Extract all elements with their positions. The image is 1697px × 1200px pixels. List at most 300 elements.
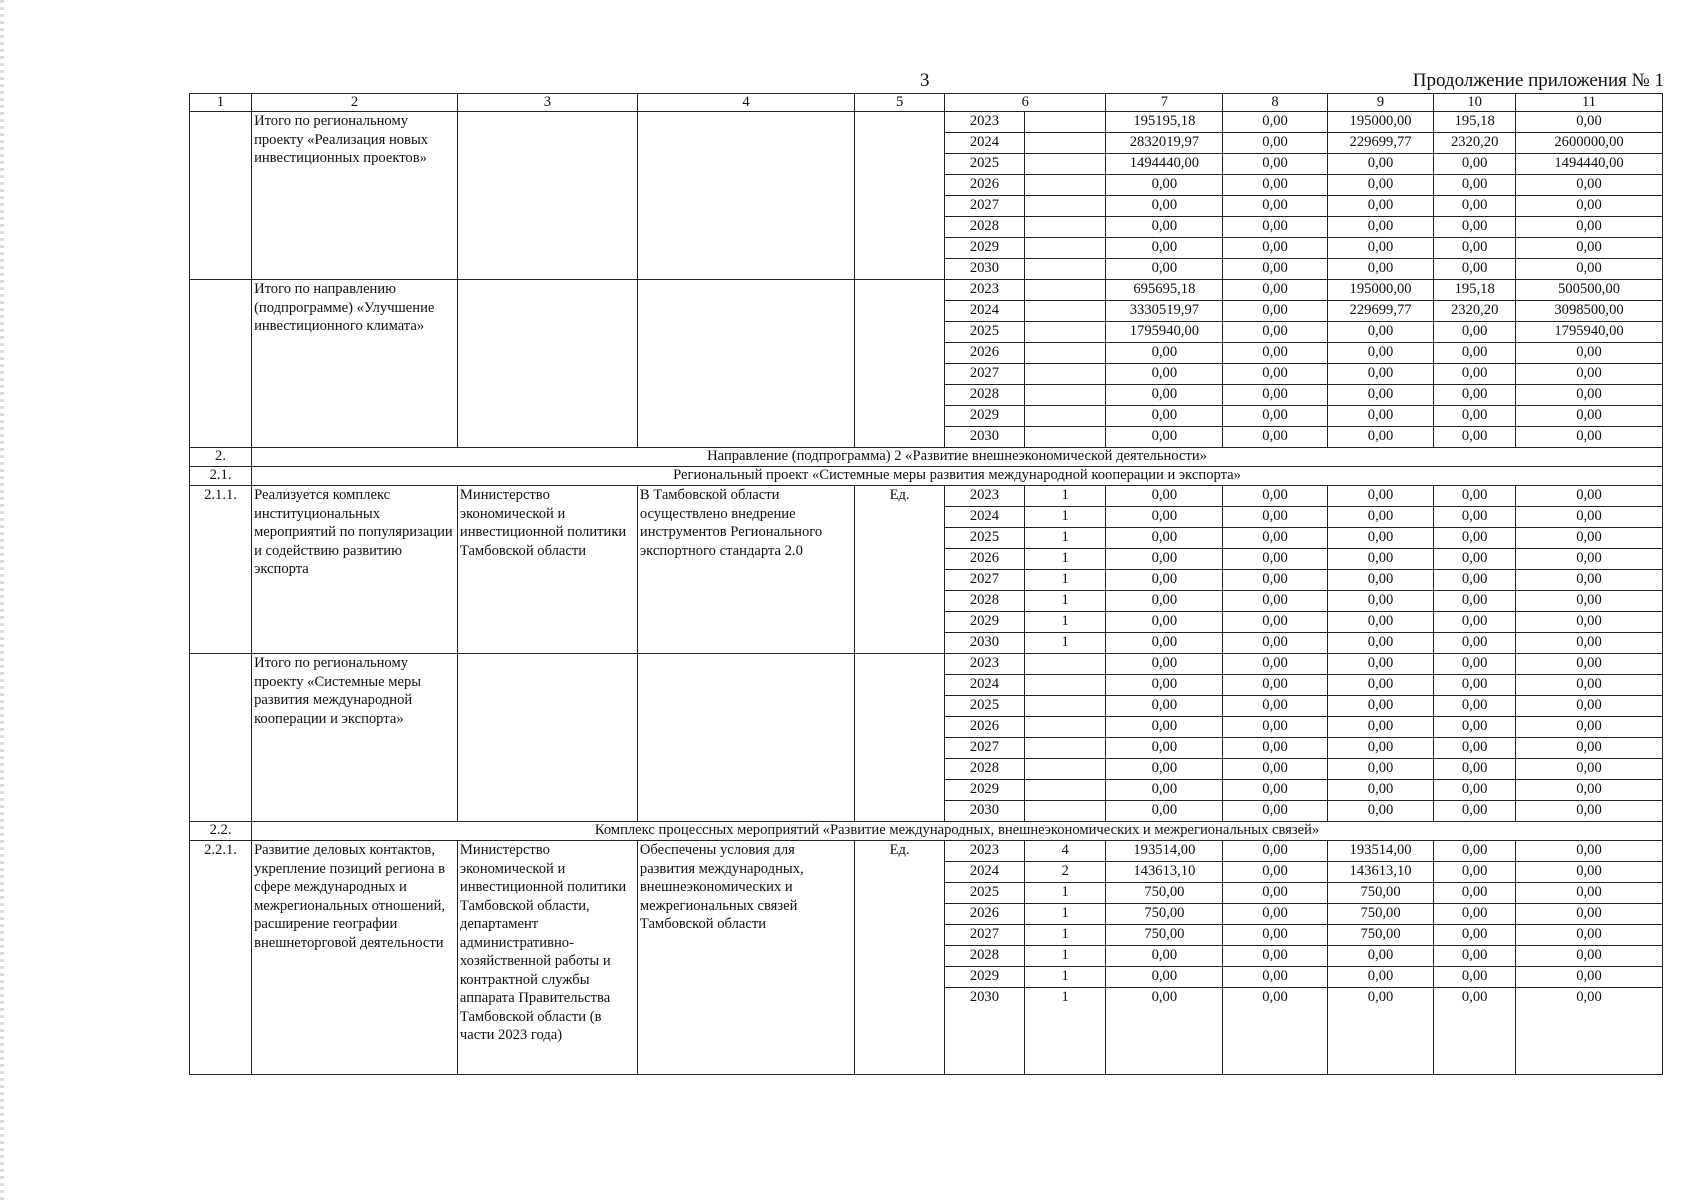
regional-cell: 0,00 (1327, 696, 1434, 717)
total-cell: 0,00 (1106, 528, 1223, 549)
regional-cell: 0,00 (1327, 780, 1434, 801)
item-unit: Ед. (855, 841, 945, 1075)
section-title: Региональный проект «Системные меры развития международной кооперации и экспорта» (252, 467, 1663, 486)
year-cell: 2027 (945, 925, 1025, 946)
municipal-cell: 0,00 (1434, 841, 1516, 862)
extra-budget-cell: 0,00 (1516, 591, 1663, 612)
municipal-cell: 0,00 (1434, 217, 1516, 238)
item-unit (855, 112, 945, 280)
indicator-value-cell (1024, 427, 1106, 448)
indicator-value-cell (1024, 696, 1106, 717)
municipal-cell: 0,00 (1434, 717, 1516, 738)
year-cell: 2030 (945, 633, 1025, 654)
federal-cell: 0,00 (1223, 967, 1327, 988)
year-cell: 2023 (945, 654, 1025, 675)
federal-cell: 0,00 (1223, 238, 1327, 259)
appendix-caption: Продолжение приложения № 1 (1412, 70, 1664, 91)
header-cell: 11 (1516, 94, 1663, 112)
municipal-cell: 0,00 (1434, 925, 1516, 946)
year-cell: 2025 (945, 322, 1025, 343)
municipal-cell: 0,00 (1434, 862, 1516, 883)
municipal-cell: 0,00 (1434, 175, 1516, 196)
total-cell: 0,00 (1106, 570, 1223, 591)
regional-cell: 0,00 (1327, 967, 1434, 988)
item-name: Итого по направлению (подпрограмме) «Улучшение инвестиционного климата» (252, 280, 458, 448)
regional-cell: 229699,77 (1327, 301, 1434, 322)
regional-cell: 0,00 (1327, 259, 1434, 280)
year-cell: 2026 (945, 175, 1025, 196)
federal-cell: 0,00 (1223, 696, 1327, 717)
indicator-value-cell (1024, 217, 1106, 238)
regional-cell: 0,00 (1327, 154, 1434, 175)
year-cell: 2024 (945, 675, 1025, 696)
federal-cell: 0,00 (1223, 427, 1327, 448)
item-unit (855, 654, 945, 822)
item-responsible: Министерство экономической и инвестиционной политики Тамбовской области, департамент административно-хозяйственной работы и контрактной службы аппарата Правительства Тамбовской области (в части 2023 года) (457, 841, 637, 1075)
year-cell: 2030 (945, 988, 1025, 1075)
indicator-value-cell (1024, 154, 1106, 175)
indicator-value-cell (1024, 280, 1106, 301)
total-cell: 0,00 (1106, 946, 1223, 967)
indicator-value-cell: 1 (1024, 925, 1106, 946)
total-cell: 0,00 (1106, 801, 1223, 822)
federal-cell: 0,00 (1223, 654, 1327, 675)
header-cell: 2 (252, 94, 458, 112)
year-cell: 2029 (945, 612, 1025, 633)
total-cell: 0,00 (1106, 343, 1223, 364)
header-cell: 3 (457, 94, 637, 112)
total-cell: 0,00 (1106, 549, 1223, 570)
regional-cell: 0,00 (1327, 549, 1434, 570)
municipal-cell: 0,00 (1434, 486, 1516, 507)
federal-cell: 0,00 (1223, 112, 1327, 133)
total-cell: 0,00 (1106, 696, 1223, 717)
indicator-value-cell: 1 (1024, 946, 1106, 967)
total-cell: 0,00 (1106, 486, 1223, 507)
extra-budget-cell: 0,00 (1516, 549, 1663, 570)
federal-cell: 0,00 (1223, 862, 1327, 883)
indicator-value-cell (1024, 406, 1106, 427)
section-number: 2.1. (190, 467, 252, 486)
header-cell: 5 (855, 94, 945, 112)
scan-edge (0, 0, 4, 1200)
header-cell: 9 (1327, 94, 1434, 112)
indicator-value-cell: 1 (1024, 570, 1106, 591)
header-cell: 8 (1223, 94, 1327, 112)
extra-budget-cell: 0,00 (1516, 112, 1663, 133)
federal-cell: 0,00 (1223, 780, 1327, 801)
item-result: В Тамбовской области осуществлено внедрение инструментов Регионального экспортного стандарта 2.0 (637, 486, 854, 654)
extra-budget-cell: 0,00 (1516, 385, 1663, 406)
municipal-cell: 0,00 (1434, 570, 1516, 591)
municipal-cell: 0,00 (1434, 780, 1516, 801)
table-row (190, 280, 1663, 301)
year-cell: 2029 (945, 406, 1025, 427)
year-cell: 2027 (945, 738, 1025, 759)
section-number: 2.2. (190, 822, 252, 841)
extra-budget-cell: 0,00 (1516, 988, 1663, 1075)
regional-cell: 0,00 (1327, 633, 1434, 654)
regional-cell: 750,00 (1327, 904, 1434, 925)
year-cell: 2023 (945, 486, 1025, 507)
total-cell: 0,00 (1106, 175, 1223, 196)
total-cell: 0,00 (1106, 259, 1223, 280)
indicator-value-cell: 1 (1024, 486, 1106, 507)
municipal-cell: 2320,20 (1434, 301, 1516, 322)
indicator-value-cell (1024, 196, 1106, 217)
year-cell: 2028 (945, 217, 1025, 238)
year-cell: 2028 (945, 946, 1025, 967)
regional-cell: 0,00 (1327, 486, 1434, 507)
total-cell: 0,00 (1106, 654, 1223, 675)
header-cell: 10 (1434, 94, 1516, 112)
indicator-value-cell (1024, 175, 1106, 196)
extra-budget-cell: 0,00 (1516, 217, 1663, 238)
regional-cell: 0,00 (1327, 427, 1434, 448)
municipal-cell: 0,00 (1434, 343, 1516, 364)
indicator-value-cell (1024, 717, 1106, 738)
total-cell: 0,00 (1106, 406, 1223, 427)
indicator-value-cell: 1 (1024, 967, 1106, 988)
municipal-cell: 195,18 (1434, 280, 1516, 301)
item-responsible (457, 112, 637, 280)
year-cell: 2026 (945, 717, 1025, 738)
total-cell: 0,00 (1106, 217, 1223, 238)
federal-cell: 0,00 (1223, 133, 1327, 154)
year-cell: 2024 (945, 301, 1025, 322)
indicator-value-cell (1024, 343, 1106, 364)
indicator-value-cell (1024, 301, 1106, 322)
municipal-cell: 0,00 (1434, 364, 1516, 385)
year-cell: 2028 (945, 759, 1025, 780)
year-cell: 2028 (945, 591, 1025, 612)
total-cell: 695695,18 (1106, 280, 1223, 301)
page-number: 3 (920, 70, 930, 91)
total-cell: 3330519,97 (1106, 301, 1223, 322)
extra-budget-cell: 0,00 (1516, 883, 1663, 904)
regional-cell: 0,00 (1327, 196, 1434, 217)
municipal-cell: 0,00 (1434, 238, 1516, 259)
extra-budget-cell: 500500,00 (1516, 280, 1663, 301)
year-cell: 2027 (945, 364, 1025, 385)
federal-cell: 0,00 (1223, 385, 1327, 406)
extra-budget-cell: 0,00 (1516, 175, 1663, 196)
item-number: 2.2.1. (190, 841, 252, 1075)
federal-cell: 0,00 (1223, 301, 1327, 322)
section-row (190, 822, 1663, 841)
total-cell: 143613,10 (1106, 862, 1223, 883)
total-cell: 0,00 (1106, 738, 1223, 759)
municipal-cell: 0,00 (1434, 883, 1516, 904)
municipal-cell: 0,00 (1434, 738, 1516, 759)
extra-budget-cell: 0,00 (1516, 633, 1663, 654)
indicator-value-cell: 1 (1024, 988, 1106, 1075)
municipal-cell: 2320,20 (1434, 133, 1516, 154)
extra-budget-cell: 0,00 (1516, 925, 1663, 946)
municipal-cell: 195,18 (1434, 112, 1516, 133)
section-row (190, 467, 1663, 486)
year-cell: 2030 (945, 259, 1025, 280)
federal-cell: 0,00 (1223, 591, 1327, 612)
item-responsible: Министерство экономической и инвестиционной политики Тамбовской области (457, 486, 637, 654)
extra-budget-cell: 0,00 (1516, 946, 1663, 967)
indicator-value-cell: 1 (1024, 883, 1106, 904)
regional-cell: 0,00 (1327, 238, 1434, 259)
section-number: 2. (190, 448, 252, 467)
header-cell: 7 (1106, 94, 1223, 112)
year-cell: 2024 (945, 133, 1025, 154)
total-cell: 0,00 (1106, 612, 1223, 633)
extra-budget-cell: 0,00 (1516, 196, 1663, 217)
regional-cell: 0,00 (1327, 343, 1434, 364)
federal-cell: 0,00 (1223, 196, 1327, 217)
total-cell: 0,00 (1106, 633, 1223, 654)
federal-cell: 0,00 (1223, 549, 1327, 570)
indicator-value-cell: 2 (1024, 862, 1106, 883)
federal-cell: 0,00 (1223, 675, 1327, 696)
year-cell: 2025 (945, 696, 1025, 717)
extra-budget-cell: 0,00 (1516, 904, 1663, 925)
year-cell: 2026 (945, 343, 1025, 364)
extra-budget-cell: 0,00 (1516, 364, 1663, 385)
total-cell: 0,00 (1106, 591, 1223, 612)
extra-budget-cell: 1494440,00 (1516, 154, 1663, 175)
total-cell: 0,00 (1106, 717, 1223, 738)
municipal-cell: 0,00 (1434, 427, 1516, 448)
total-cell: 0,00 (1106, 427, 1223, 448)
total-cell: 0,00 (1106, 780, 1223, 801)
federal-cell: 0,00 (1223, 946, 1327, 967)
federal-cell: 0,00 (1223, 633, 1327, 654)
header-cell: 1 (190, 94, 252, 112)
item-result (637, 654, 854, 822)
total-cell: 1494440,00 (1106, 154, 1223, 175)
item-number (190, 654, 252, 822)
federal-cell: 0,00 (1223, 570, 1327, 591)
indicator-value-cell (1024, 654, 1106, 675)
item-name: Развитие деловых контактов, укрепление позиций региона в сфере международных и межрегиональных отношений, расширение географии внешнеторговой деятельности (252, 841, 458, 1075)
total-cell: 2832019,97 (1106, 133, 1223, 154)
regional-cell: 0,00 (1327, 717, 1434, 738)
regional-cell: 0,00 (1327, 528, 1434, 549)
extra-budget-cell: 0,00 (1516, 801, 1663, 822)
indicator-value-cell (1024, 238, 1106, 259)
program-table (189, 93, 1663, 1075)
municipal-cell: 0,00 (1434, 549, 1516, 570)
regional-cell: 750,00 (1327, 925, 1434, 946)
total-cell: 0,00 (1106, 507, 1223, 528)
regional-cell: 0,00 (1327, 988, 1434, 1075)
extra-budget-cell: 0,00 (1516, 486, 1663, 507)
indicator-value-cell (1024, 801, 1106, 822)
total-cell: 750,00 (1106, 904, 1223, 925)
municipal-cell: 0,00 (1434, 633, 1516, 654)
header-cell: 6 (945, 94, 1106, 112)
extra-budget-cell: 0,00 (1516, 343, 1663, 364)
indicator-value-cell (1024, 780, 1106, 801)
section-title: Направление (подпрограмма) 2 «Развитие внешнеэкономической деятельности» (252, 448, 1663, 467)
total-cell: 0,00 (1106, 967, 1223, 988)
table-row (190, 654, 1663, 675)
year-cell: 2030 (945, 427, 1025, 448)
total-cell: 0,00 (1106, 675, 1223, 696)
municipal-cell: 0,00 (1434, 196, 1516, 217)
indicator-value-cell (1024, 112, 1106, 133)
total-cell: 0,00 (1106, 988, 1223, 1075)
total-cell: 750,00 (1106, 883, 1223, 904)
item-name: Итого по региональному проекту «Реализация новых инвестиционных проектов» (252, 112, 458, 280)
year-cell: 2025 (945, 154, 1025, 175)
federal-cell: 0,00 (1223, 343, 1327, 364)
regional-cell: 0,00 (1327, 406, 1434, 427)
municipal-cell: 0,00 (1434, 675, 1516, 696)
federal-cell: 0,00 (1223, 904, 1327, 925)
item-responsible (457, 654, 637, 822)
section-row (190, 448, 1663, 467)
indicator-value-cell: 1 (1024, 507, 1106, 528)
total-cell: 0,00 (1106, 238, 1223, 259)
federal-cell: 0,00 (1223, 259, 1327, 280)
federal-cell: 0,00 (1223, 717, 1327, 738)
year-cell: 2026 (945, 549, 1025, 570)
regional-cell: 750,00 (1327, 883, 1434, 904)
indicator-value-cell (1024, 133, 1106, 154)
year-cell: 2030 (945, 801, 1025, 822)
extra-budget-cell: 0,00 (1516, 427, 1663, 448)
extra-budget-cell: 0,00 (1516, 570, 1663, 591)
federal-cell: 0,00 (1223, 507, 1327, 528)
federal-cell: 0,00 (1223, 612, 1327, 633)
total-cell: 0,00 (1106, 364, 1223, 385)
year-cell: 2027 (945, 570, 1025, 591)
municipal-cell: 0,00 (1434, 759, 1516, 780)
municipal-cell: 0,00 (1434, 904, 1516, 925)
extra-budget-cell: 0,00 (1516, 259, 1663, 280)
item-name: Реализуется комплекс институциональных мероприятий по популяризации и содействию развитию экспорта (252, 486, 458, 654)
item-unit (855, 280, 945, 448)
indicator-value-cell (1024, 738, 1106, 759)
regional-cell: 0,00 (1327, 759, 1434, 780)
indicator-value-cell (1024, 322, 1106, 343)
regional-cell: 0,00 (1327, 654, 1434, 675)
municipal-cell: 0,00 (1434, 696, 1516, 717)
extra-budget-cell: 0,00 (1516, 675, 1663, 696)
year-cell: 2023 (945, 841, 1025, 862)
total-cell: 1795940,00 (1106, 322, 1223, 343)
table-row (190, 841, 1663, 862)
section-title: Комплекс процессных мероприятий «Развитие международных, внешнеэкономических и межрегиональных связей» (252, 822, 1663, 841)
municipal-cell: 0,00 (1434, 654, 1516, 675)
total-cell: 750,00 (1106, 925, 1223, 946)
federal-cell: 0,00 (1223, 486, 1327, 507)
extra-budget-cell: 0,00 (1516, 528, 1663, 549)
year-cell: 2024 (945, 862, 1025, 883)
regional-cell: 0,00 (1327, 675, 1434, 696)
indicator-value-cell: 4 (1024, 841, 1106, 862)
regional-cell: 229699,77 (1327, 133, 1434, 154)
indicator-value-cell: 1 (1024, 904, 1106, 925)
indicator-value-cell: 1 (1024, 612, 1106, 633)
year-cell: 2025 (945, 883, 1025, 904)
regional-cell: 0,00 (1327, 570, 1434, 591)
regional-cell: 143613,10 (1327, 862, 1434, 883)
item-name: Итого по региональному проекту «Системные меры развития международной кооперации и экспорта» (252, 654, 458, 822)
regional-cell: 0,00 (1327, 507, 1434, 528)
extra-budget-cell: 1795940,00 (1516, 322, 1663, 343)
table-row (190, 486, 1663, 507)
municipal-cell: 0,00 (1434, 154, 1516, 175)
municipal-cell: 0,00 (1434, 385, 1516, 406)
total-cell: 0,00 (1106, 385, 1223, 406)
indicator-value-cell (1024, 259, 1106, 280)
federal-cell: 0,00 (1223, 406, 1327, 427)
regional-cell: 0,00 (1327, 364, 1434, 385)
extra-budget-cell: 0,00 (1516, 238, 1663, 259)
federal-cell: 0,00 (1223, 175, 1327, 196)
table-row (190, 112, 1663, 133)
municipal-cell: 0,00 (1434, 967, 1516, 988)
municipal-cell: 0,00 (1434, 528, 1516, 549)
item-unit: Ед. (855, 486, 945, 654)
indicator-value-cell (1024, 675, 1106, 696)
municipal-cell: 0,00 (1434, 988, 1516, 1075)
indicator-value-cell (1024, 385, 1106, 406)
total-cell: 195195,18 (1106, 112, 1223, 133)
municipal-cell: 0,00 (1434, 322, 1516, 343)
extra-budget-cell: 0,00 (1516, 841, 1663, 862)
indicator-value-cell (1024, 759, 1106, 780)
year-cell: 2029 (945, 238, 1025, 259)
indicator-value-cell: 1 (1024, 633, 1106, 654)
year-cell: 2027 (945, 196, 1025, 217)
regional-cell: 195000,00 (1327, 280, 1434, 301)
federal-cell: 0,00 (1223, 154, 1327, 175)
item-result (637, 112, 854, 280)
regional-cell: 0,00 (1327, 946, 1434, 967)
regional-cell: 0,00 (1327, 322, 1434, 343)
federal-cell: 0,00 (1223, 801, 1327, 822)
regional-cell: 195000,00 (1327, 112, 1434, 133)
year-cell: 2025 (945, 528, 1025, 549)
year-cell: 2028 (945, 385, 1025, 406)
federal-cell: 0,00 (1223, 322, 1327, 343)
extra-budget-cell: 2600000,00 (1516, 133, 1663, 154)
regional-cell: 193514,00 (1327, 841, 1434, 862)
item-result (637, 280, 854, 448)
year-cell: 2029 (945, 967, 1025, 988)
indicator-value-cell: 1 (1024, 528, 1106, 549)
extra-budget-cell: 3098500,00 (1516, 301, 1663, 322)
extra-budget-cell: 0,00 (1516, 406, 1663, 427)
item-responsible (457, 280, 637, 448)
municipal-cell: 0,00 (1434, 259, 1516, 280)
extra-budget-cell: 0,00 (1516, 717, 1663, 738)
federal-cell: 0,00 (1223, 925, 1327, 946)
regional-cell: 0,00 (1327, 801, 1434, 822)
federal-cell: 0,00 (1223, 738, 1327, 759)
item-number: 2.1.1. (190, 486, 252, 654)
total-cell: 0,00 (1106, 759, 1223, 780)
federal-cell: 0,00 (1223, 841, 1327, 862)
regional-cell: 0,00 (1327, 591, 1434, 612)
extra-budget-cell: 0,00 (1516, 780, 1663, 801)
municipal-cell: 0,00 (1434, 612, 1516, 633)
extra-budget-cell: 0,00 (1516, 654, 1663, 675)
federal-cell: 0,00 (1223, 280, 1327, 301)
federal-cell: 0,00 (1223, 759, 1327, 780)
regional-cell: 0,00 (1327, 612, 1434, 633)
municipal-cell: 0,00 (1434, 507, 1516, 528)
